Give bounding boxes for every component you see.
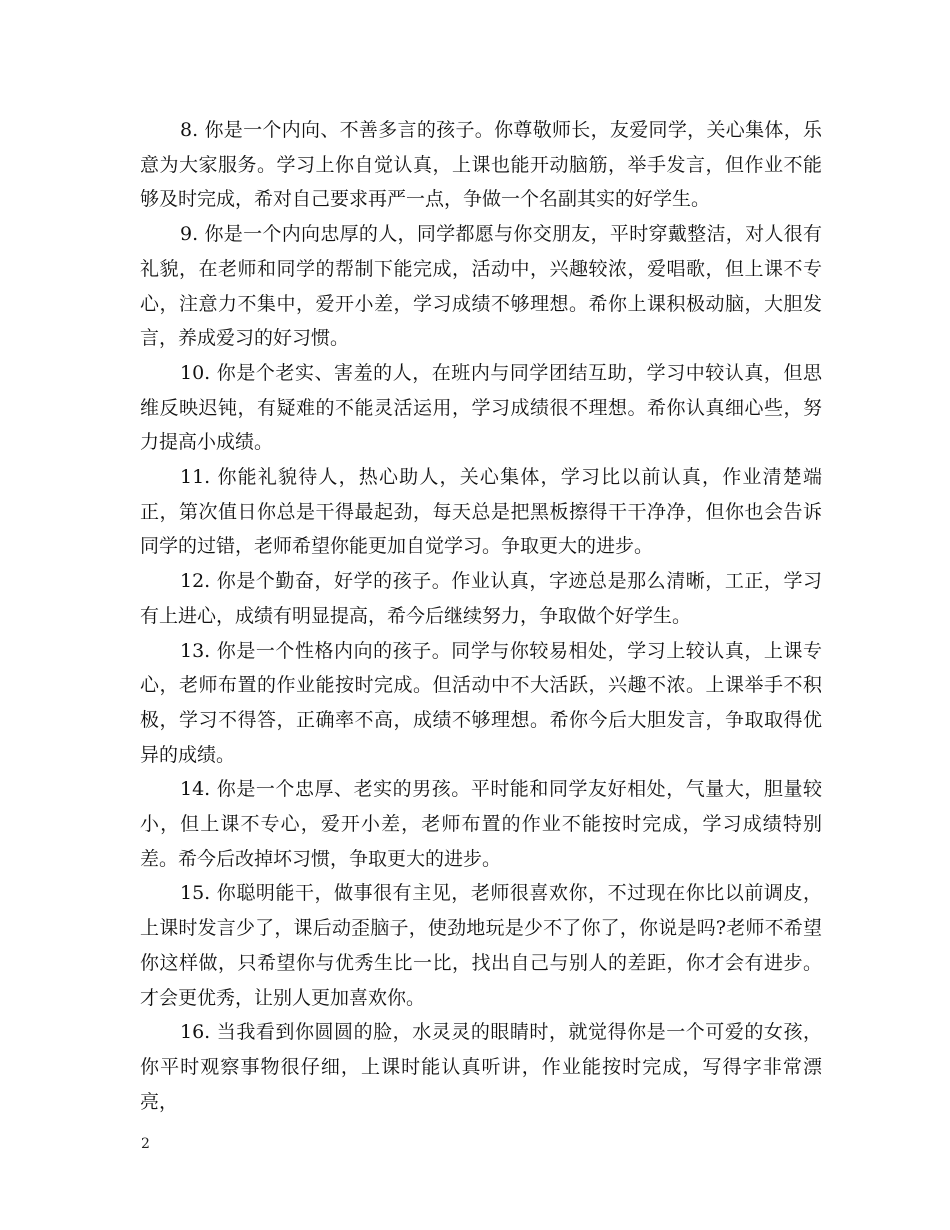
paragraph-16: 16. 当我看到你圆圆的脸，水灵灵的眼睛时，就觉得你是一个可爱的女孩，你平时观察事物很仔细，上课时能认真听讲，作业能按时完成，写得字非常漂亮， — [140, 1021, 822, 1113]
paragraph-8: 8. 你是一个内向、不善多言的孩子。你尊敬师长，友爱同学，关心集体，乐意为大家服务。学习上你自觉认真，上课也能开动脑筋，举手发言，但作业不能够及时完成，希对自己要求再严一点，争做一个名副其实的好学生。 — [140, 119, 822, 211]
paragraph-11: 11. 你能礼貌待人，热心助人，关心集体，学习比以前认真，作业清楚端正，第次值日你总是干得最起劲，每天总是把黑板擦得干干净净，但你也会告诉同学的过错，老师希望你能更加自觉学习。争取更大的进步。 — [140, 466, 822, 558]
paragraph-12: 12. 你是个勤奋，好学的孩子。作业认真，字迹总是那么清晰，工正，学习有上进心，成绩有明显提高，希今后继续努力，争取做个好学生。 — [140, 570, 822, 627]
paragraph-14: 14. 你是一个忠厚、老实的男孩。平时能和同学友好相处，气量大，胆量较小，但上课不专心，爱开小差，老师布置的作业不能按时完成，学习成绩特别差。希今后改掉坏习惯，争取更大的进步。 — [140, 778, 822, 870]
paragraph-10: 10. 你是个老实、害羞的人，在班内与同学团结互助，学习中较认真，但思维反映迟钝，有疑难的不能灵活运用，学习成绩很不理想。希你认真细心些，努力提高小成绩。 — [140, 361, 822, 454]
paragraph-15: 15. 你聪明能干，做事很有主见，老师很喜欢你，不过现在你比以前调皮，上课时发言少了，课后动歪脑子，使劲地玩是少不了你了，你说是吗?老师不希望你这样做，只希望你与优秀生比一比，找出自己与别人的差距，你才会有进步。才会更优秀，让别人更加喜欢你。 — [140, 882, 822, 1009]
page-number: 2 — [141, 1136, 150, 1152]
body-text — [140, 113, 822, 1119]
paragraph-13: 13. 你是一个性格内向的孩子。同学与你较易相处，学习上较认真，上课专心，老师布置的作业能按时完成。但活动中不大活跃，兴趣不浓。上课举手不积极，学习不得答，正确率不高，成绩不够理想。希你今后大胆发言，争取取得优异的成绩。 — [140, 639, 822, 766]
paragraph-9: 9. 你是一个内向忠厚的人，同学都愿与你交朋友，平时穿戴整洁，对人很有礼貌，在老师和同学的帮制下能完成，活动中，兴趣较浓，爱唱歌，但上课不专心，注意力不集中，爱开小差，学习成绩不够理想。希你上课积极动脑，大胆发言，养成爱习的好习惯。 — [140, 223, 822, 350]
